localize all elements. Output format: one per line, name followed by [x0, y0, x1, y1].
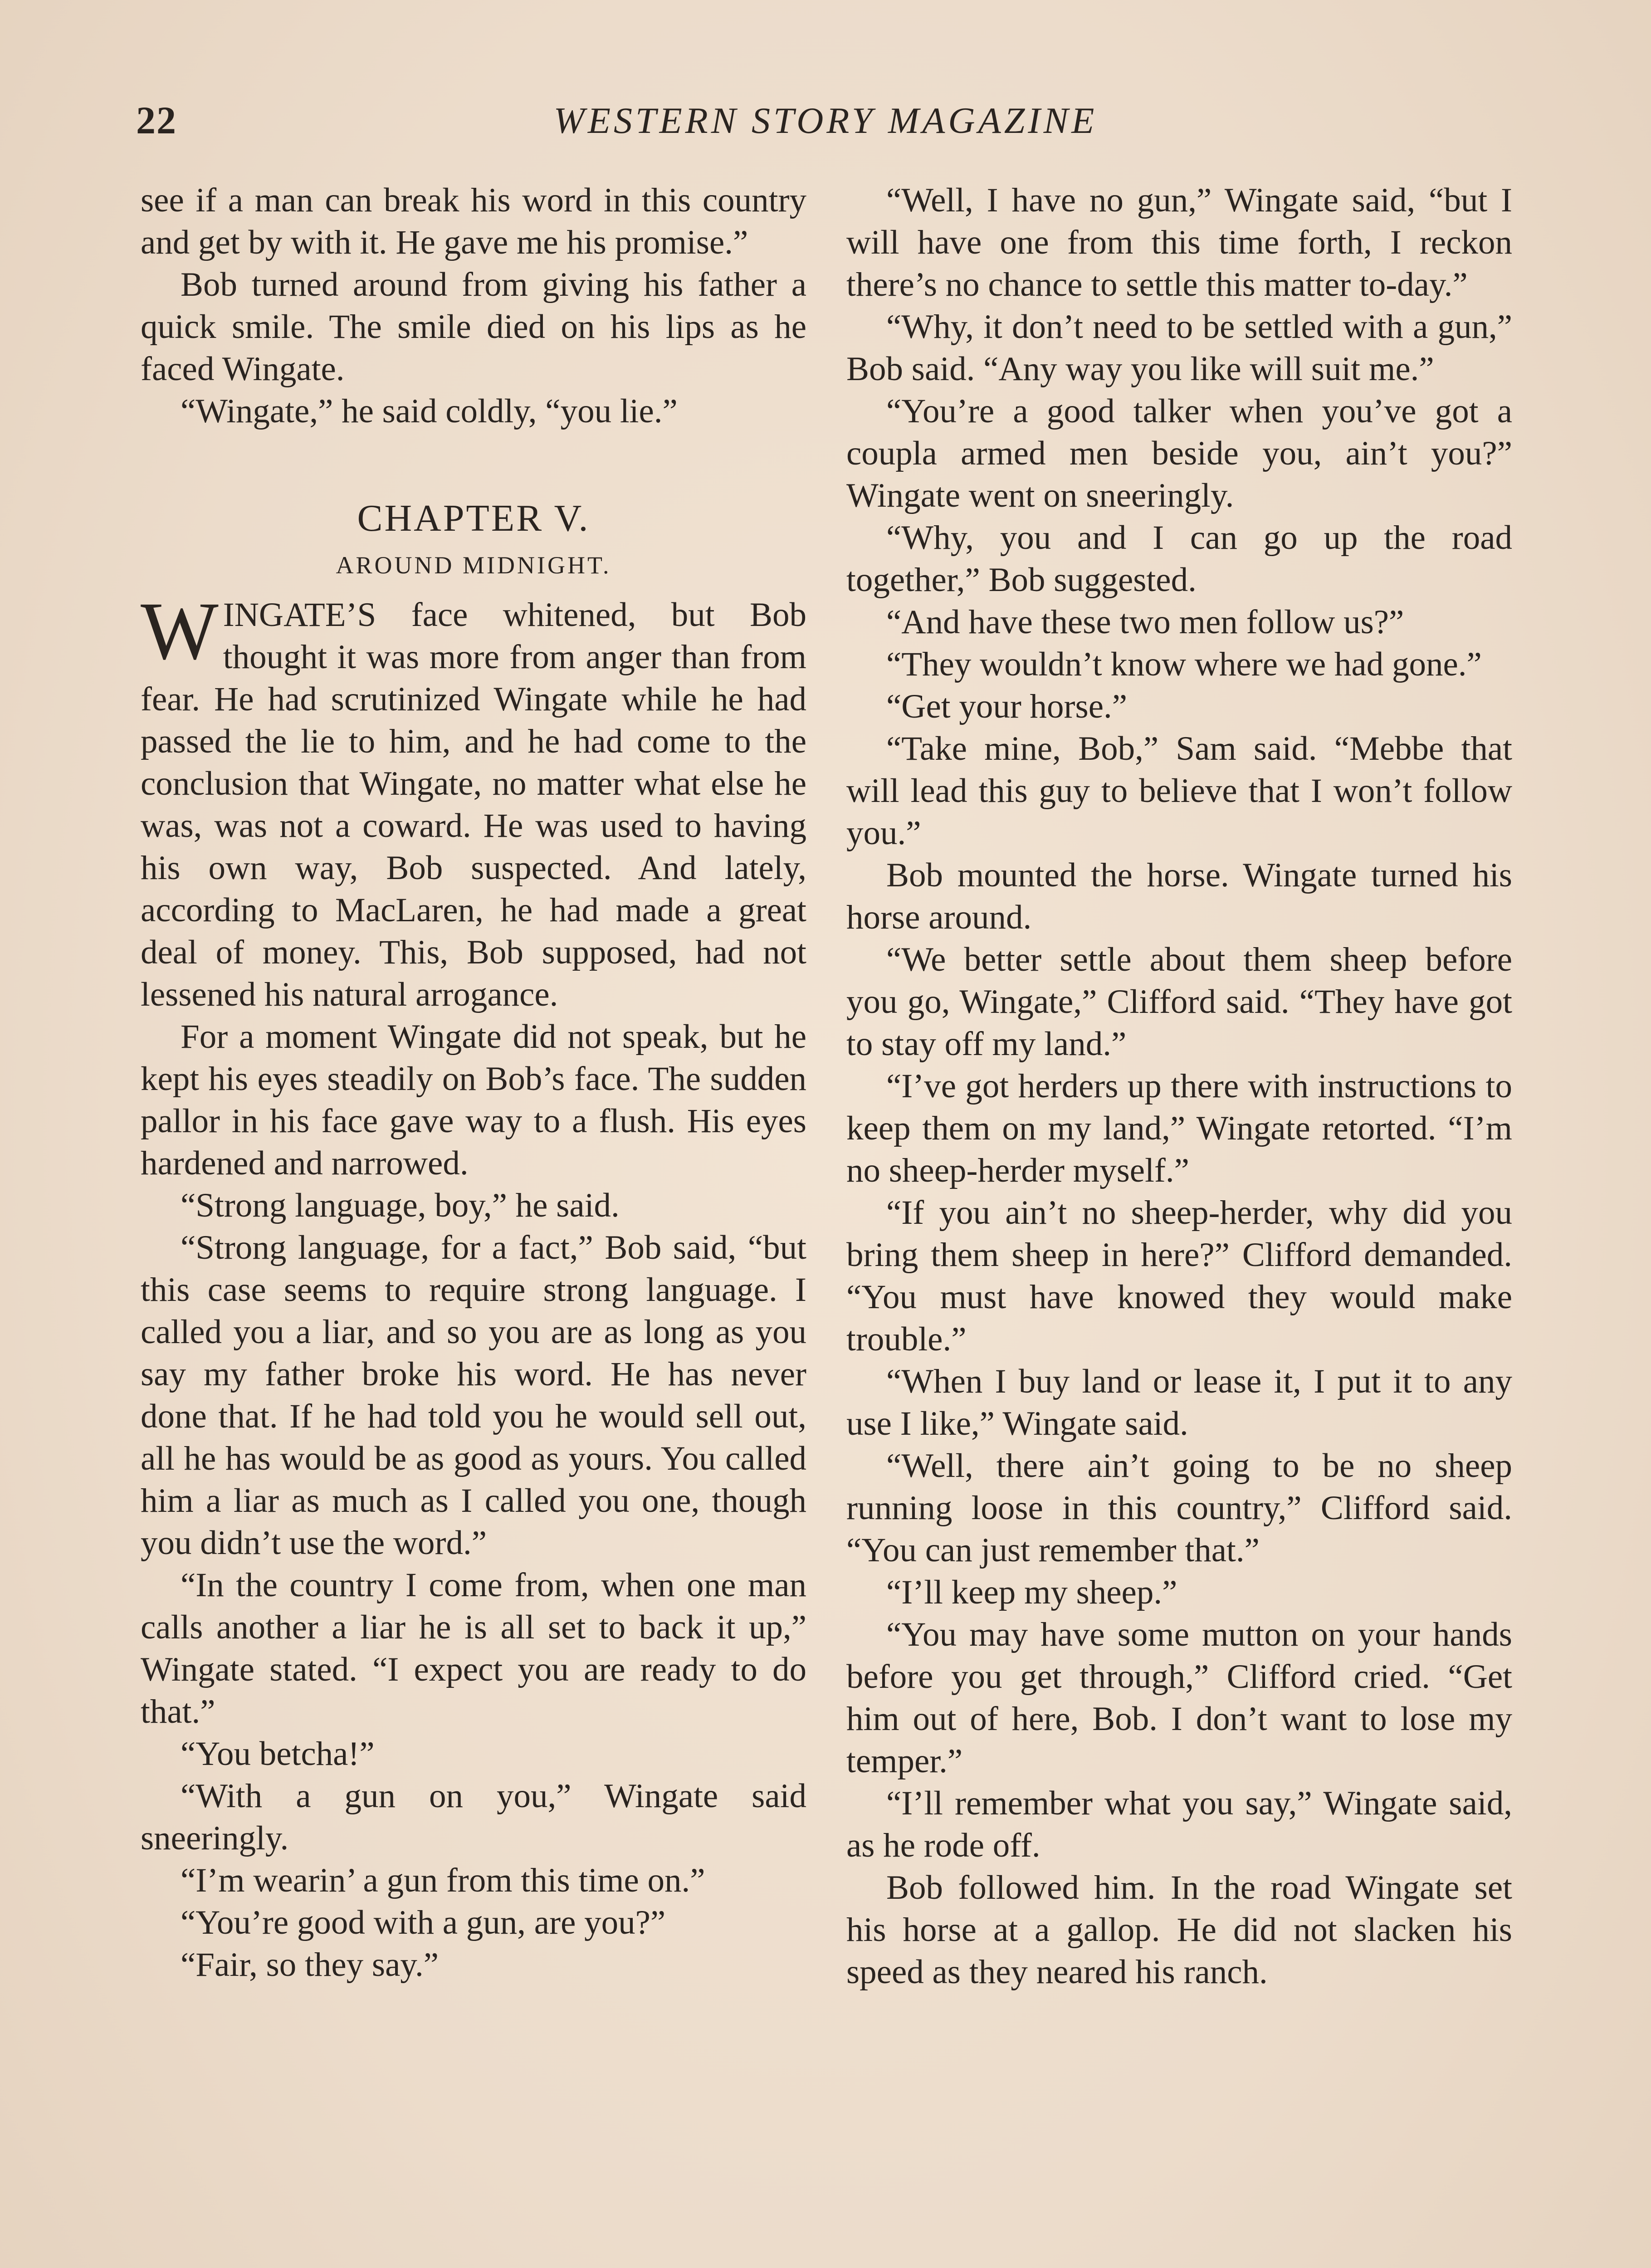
- paragraph: “You betcha!”: [181, 1735, 375, 1773]
- paragraph: Bob turned around from giving his father a quick smile. The smile died on his lips as he faced Wingate.: [141, 266, 806, 388]
- paragraph: “In the country I come from, when one man calls another a liar he is all set to back it up,” Wingate stated. “I expect you are ready to do that.”: [141, 1566, 806, 1730]
- magazine-title: WESTERN STORY MAGAZINE: [553, 100, 1098, 141]
- paragraph: “Get your horse.”: [886, 688, 1128, 725]
- paragraph: “I’m wearin’ a gun from this time on.”: [181, 1862, 705, 1899]
- chapter-subtitle: AROUND MIDNIGHT.: [336, 552, 611, 579]
- paragraph: “I’ll keep my sheep.”: [886, 1574, 1177, 1611]
- paragraph: “I’ll remember what you say,” Wingate said, as he rode off.: [846, 1784, 1512, 1864]
- paragraph: “Wingate,” he said coldly, “you lie.”: [181, 392, 678, 430]
- paragraph: “They wouldn’t know where we had gone.”: [886, 645, 1482, 683]
- paragraph: “When I buy land or lease it, I put it to any use I like,” Wingate said.: [846, 1363, 1512, 1442]
- paragraph: see if a man can break his word in this country and get by with it. He gave me his promise.”: [141, 181, 806, 261]
- opening-text: INGATE’S face whitened, but Bob thought it was more from anger than from fear. He had scrutinized Wingate while he had passed the lie to him, and he had come to the conclusion that Wingate, no matter what else he was, was not a coward. He was used to having his own way, Bob suspected. And lately, according to MacLaren, he had made a great deal of money. This, Bob supposed, had not lessened his natural arrogance.: [141, 596, 806, 1013]
- paragraph: “Why, you and I can go up the road together,” Bob suggested.: [846, 519, 1512, 599]
- paragraph: “Why, it don’t need to be settled with a gun,” Bob said. “Any way you like will suit me.”: [846, 308, 1512, 388]
- opening-paragraph: [141, 586, 806, 1016]
- paragraph: “Fair, so they say.”: [181, 1946, 439, 1984]
- chapter-title: CHAPTER V.: [357, 497, 590, 539]
- right-column: [846, 179, 1512, 1993]
- paragraph: “Strong language, for a fact,” Bob said, “but this case seems to require strong language. I called you a liar, and so you are as long as you say my father broke his word. He has never done that. If he had told you he would sell out, all he has would be as good as yours. You called him a liar as much as I called you one, though you didn’t use the word.”: [141, 1229, 806, 1562]
- paragraph: “Take mine, Bob,” Sam said. “Mebbe that will lead this guy to believe that I won’t follow you.”: [846, 730, 1512, 852]
- paragraph: “With a gun on you,” Wingate said sneeringly.: [141, 1777, 806, 1857]
- page-number: 22: [136, 98, 177, 142]
- paragraph: “Strong language, boy,” he said.: [181, 1187, 620, 1224]
- paragraph: “You may have some mutton on your hands before you get through,” Clifford cried. “Get him out of here, Bob. I don’t want to lose my temper.”: [846, 1616, 1512, 1780]
- paragraph: Bob followed him. In the road Wingate set his horse at a gallop. He did not slacken his speed as they neared his ranch.: [846, 1869, 1512, 1991]
- page-header: [136, 98, 1515, 147]
- paragraph: “Well, there ain’t going to be no sheep running loose in this country,” Clifford said. “You can just remember that.”: [846, 1447, 1512, 1569]
- paragraph: “You’re good with a gun, are you?”: [181, 1904, 666, 1941]
- paragraph: “Well, I have no gun,” Wingate said, “but I will have one from this time forth, I reckon there’s no chance to settle this matter to-day.”: [846, 181, 1512, 303]
- paragraph: “If you ain’t no sheep-herder, why did you bring them sheep in here?” Clifford demanded. “You must have knowed they would make trouble.”: [846, 1194, 1512, 1358]
- paragraph: “I’ve got herders up there with instructions to keep them on my land,” Wingate retorted. “I’m no sheep-herder myself.”: [846, 1067, 1512, 1189]
- paragraph: Bob mounted the horse. Wingate turned his horse around.: [846, 856, 1512, 936]
- paragraph: For a moment Wingate did not speak, but he kept his eyes steadily on Bob’s face. The sudden pallor in his face gave way to a flush. His eyes hardened and narrowed.: [141, 1018, 806, 1182]
- paragraph: “And have these two men follow us?”: [886, 603, 1404, 641]
- left-column: [141, 179, 806, 1986]
- drop-cap: W: [141, 586, 219, 677]
- paragraph: “You’re a good talker when you’ve got a coupla armed men beside you, ain’t you?” Wingate went on sneeringly.: [846, 392, 1512, 514]
- paragraph: “We better settle about them sheep before you go, Wingate,” Clifford said. “They have got to stay off my land.”: [846, 941, 1512, 1063]
